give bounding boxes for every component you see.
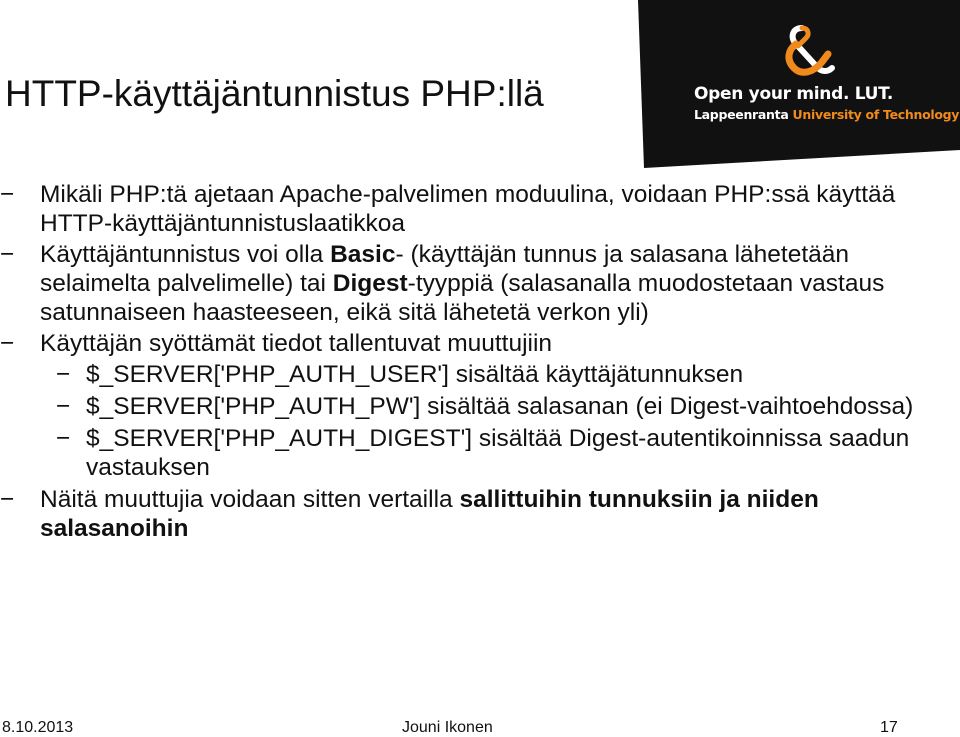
lut-ampersand-logo (782, 24, 838, 82)
sub-bullet-auth-user (0, 360, 920, 389)
brand-university (694, 107, 959, 122)
slide-footer (0, 718, 960, 737)
sub-bullet-auth-pw (0, 392, 920, 421)
bullet-dash: − (0, 486, 15, 513)
brand-university-name: University of Technology (792, 107, 960, 122)
footer-author: Jouni Ikonen (402, 719, 493, 736)
brand-tagline: Open your mind. LUT. (694, 84, 894, 104)
bullet-dash: − (56, 393, 71, 420)
bullet-text: Mikäli PHP:tä ajetaan Apache-palvelimen moduulina, voidaan PHP:ssä käyttää HTTP-käyttäjäntunnistuslaatikkoa (40, 181, 896, 237)
footer-date: 8.10.2013 (2, 719, 74, 736)
brand-banner (638, 0, 960, 168)
bullet-dash: − (0, 330, 15, 357)
bullet-dash: − (56, 361, 71, 388)
bullet-text: $_SERVER['PHP_AUTH_PW'] sisältää salasanan (ei Digest-vaihtoehdossa) (86, 393, 914, 420)
bullet-dash: − (0, 241, 15, 268)
page-number: 17 (880, 719, 898, 736)
bullet-text-pre: Näitä muuttujia voidaan sitten vertailla (40, 486, 460, 513)
bullet-text: Käyttäjän syöttämät tiedot tallentuvat muuttujiin (40, 330, 553, 357)
slide-body (0, 180, 920, 545)
bullet-auth-types (0, 240, 920, 327)
bullet-compare (0, 485, 920, 543)
bullet-text: $_SERVER['PHP_AUTH_DIGEST'] sisältää Digest-autentikoinnissa saadun vastauksen (86, 425, 910, 481)
slide-title: HTTP-käyttäjäntunnistus PHP:llä (5, 73, 544, 114)
bullet-dash: − (56, 425, 71, 452)
bullet-apache-module (0, 180, 920, 238)
bullet-text: $_SERVER['PHP_AUTH_USER'] sisältää käyttäjätunnuksen (86, 361, 744, 388)
brand-university-city: Lappeenranta (694, 107, 789, 122)
bullet-basic-term: Basic (330, 241, 396, 268)
bullet-text-post: -tyyppiä (salasanalla muodostetaan vastaus satunnaiseen haasteeseen, eikä sitä lähetetä verkon yli) (40, 270, 885, 326)
bullet-text-mid: - (käyttäjän tunnus ja salasana lähetetään selaimelta palvelimelle) tai (40, 241, 850, 297)
bullet-text-pre: Käyttäjäntunnistus voi olla (40, 241, 331, 268)
bullet-bold-phrase: sallittuihin tunnuksiin ja niiden salasanoihin (40, 486, 819, 542)
bullet-digest-term: Digest (332, 270, 408, 297)
bullet-variables (0, 329, 920, 358)
bullet-dash: − (0, 181, 15, 208)
sub-bullet-auth-digest (0, 424, 920, 482)
